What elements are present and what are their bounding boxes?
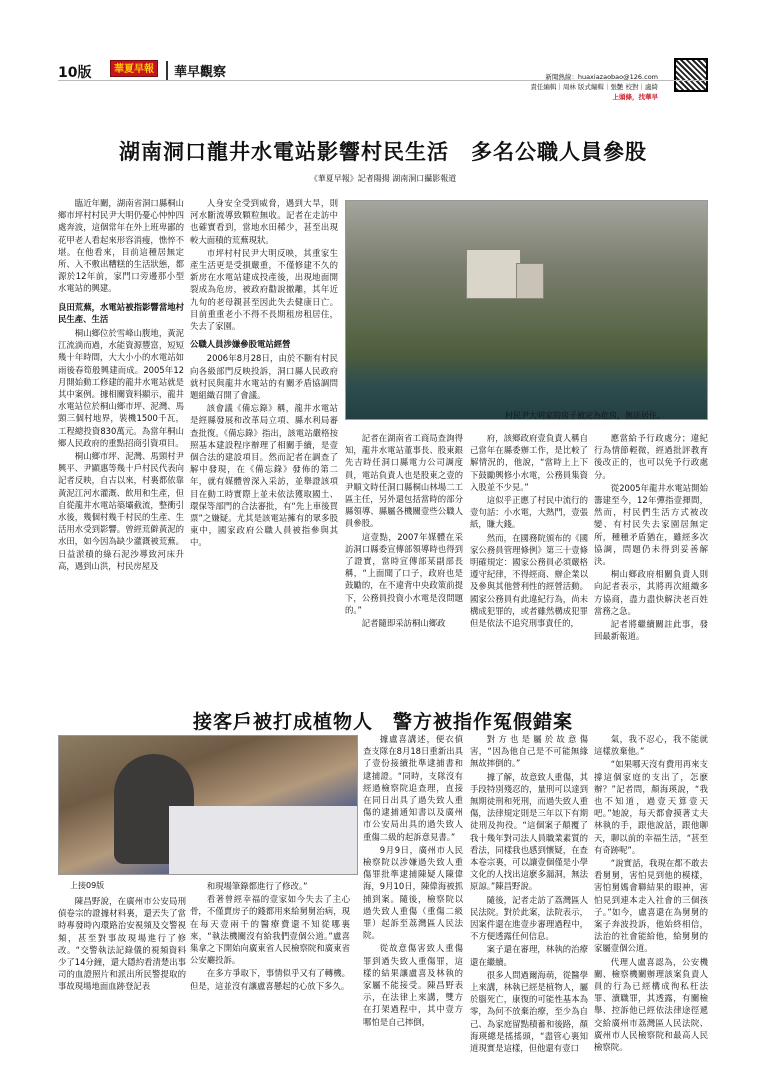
article1-byline: 《華夏早報》記者陽揚 湖南洞口攝影報道 — [309, 174, 457, 183]
header-divider — [58, 80, 708, 81]
village-house-photo — [345, 200, 708, 420]
photo-caption: 村民尹大明家的房子被定為危房，無法居住。 — [505, 411, 665, 420]
editorial-info: 新聞熱線：huaxiazaobao@126.com 責任編輯｜周林 版式編輯｜張艷 校對｜盧綺 上頭條，找華早 — [530, 73, 658, 101]
section-title: 華早觀察 — [166, 61, 226, 80]
subheading: 良田荒蕪，水電站被指影響當地村民生產、生活 — [58, 301, 184, 324]
article2-column-3: 據盧喜講述，便衣偵查支隊在8月18日重新出具了壹份接續批準逮捕書和逮捕證。“同時，支隊沒有經過檢察院追查理，直接在同日出具了過失致人重傷的逮捕通知書以及廣州市公安局出具的過失致人重傷二級的起訴意見書。” 9月9日，廣州市人民檢察院以涉嫌過失致人重傷罪批準逮捕陳疑人陳偉海，9月10日，陳偉海被抓捕到案。隨後，檢察院以過失致人重傷（重傷二級罪）起訴至荔灣區人民法院。 從故意傷害致人重傷罪到過失致人重傷罪，這樣的結果讓盧喜及林執的家屬不能接受。陳昌野表示，在法律上來講，雙方在打架過程中，其中壹方哪怕是自己摔倒， — [363, 734, 463, 1027]
newspaper-logo: 華夏早報 — [110, 60, 158, 77]
article1-column-3: 記者在湖南省工商局查詢得知，龍井水電站董事長、股東銀先吉時任洞口縣電力公司調度員，電站負責人也是股東之壹的尹順文時任洞口縣桐山林場二工區主任，另外還包括當時的部分縣領導、縣屬各機關壹些公職人員參股。 這壹點，2007年媒體在采訪洞口縣委宣傳部領導時也得到了證實，當時宣傳部某副部長稱，“上面聞了口子，政府也是鼓勵的，在不違背中央政策前提下，公務員投資小水電是沒問題的。” 記者隨即采訪桐山鄉政 — [345, 433, 463, 629]
article1-headline: 湖南洞口龍井水電站影響村民生活 多名公職人員參股 — [119, 140, 647, 164]
article2-headline: 接客戶被打成植物人 警方被指作冤假錯案 — [192, 711, 573, 733]
article2-column-4: 對方也是屬於故意傷害，“因為他自己是不可能無緣無故摔倒的。” 據了解，故意致人重傷，其手段特別殘忍的，量刑可以達到無期徒刑和死刑，而過失致人重傷，法律規定則是三年以下有期徒刑及拘役。“這個案子顛覆了我十幾年對司法人員職業素質的看法，同樣我也感到懷疑，在查本卷宗裏，可以讓壹個僅是小學文化的人找出這麽多漏洞，無法原諒。”陳昌野說。 隨後，記者走訪了荔灣區人民法院。對於此案，法院表示，因案件還在進壹步審理過程中，不方便透露任何信息。 案子還在審理，林執的治療還在繼續。 很多人問過爾海萌，從醫學上來講，林執已經是植物人，屬於腦死亡，康復的可能性基本為零，為何不放棄治療，至少為自己、為家庭留點積蓄和後路，顏海瑛總是搖搖頭，“盡管心裏知道現實是這樣，但他還有壹口 — [470, 734, 588, 1054]
article2-column-5: 氣，我不忍心，我不能就這樣放棄他。” “如果哪天沒有費用再來支撐這個家庭的支出了，怎麽辦？”記者問，顏海瑛說，“我也不知道，過壹天算壹天吧。”她說，每天都會摸著丈夫林執的手，跟他說話，跟他聊天，聊以前的幸福生活，“甚至有奇跡呢”。 “說實話，我現在都不敢去看舅舅，害怕見到他的模樣，害怕舅媽會聯結果的眼神，害怕見到連本走入社會的三個孩子。”如今，盧喜還在為舅舅的案子奔波投訴，他始終相信，法治的社會能給他，給舅舅的家屬壹個公道。 代理人盧喜認為，公安機關、檢察機關辦理該案負責人員的行為已經構成徇私枉法罪、瀆職罪，其透露，有關檢舉、控訴他已經依法律途徑遞交給廣州市荔灣區人民法院、廣州市人民檢察院和最高人民檢察院。 — [594, 734, 708, 1053]
article1-column-2: 人身安全受到威脅，遇到大旱，則河水斷流導致顆粒無收。記者在走訪中也確實看到，當地水田稀少，甚至出現較大面積的荒蕪現狀。 市坪村村民尹大明反映，其重家生產生活更是受損嚴重，不僅修建不久的新房在水電站建成投產後，出現地面開裂成為危房，被政府勸說撤離，其年近九旬的老母親甚至因此失去健康日亡。目前重重老小不得不長期租房租居住，失去了家園。 公職人員涉嫌參股電站經營 2006年8月28日，由於不斷有村民向各級部門反映投訴，洞口縣人民政府就村民與龍井水電站的有關矛盾協調問題組織召開了會議。 該會議《備忘錄》稱，龍井水電站是經縣發展和改革局立項、縣水利局審查批復。《備忘錄》指出，該電站嚴格按照基本建設程序辦理了相關手續，是壹個合法的建設項目。然而記者在調查了解中發現，在《備忘錄》發佈的第二年，就有媒體曾深入采訪，並舉證該項目在動工時實際上並未依法獲取國土、環保等部門的合法審批，有“先上車後買票”之嫌疑。尤其是該電站擁有的眾多股東中，國家政府公職人員被指參與其中。 — [190, 198, 338, 548]
article2-column-2: 和現場筆錄都進行了修改。” 看著曾經幸福的壹家如今失去了主心骨，不僅賣房子的錢都用來給舅舅治病，現在每天壹兩千的醫療費還不知從哪裏來，“執法機關沒有給我們壹個公道。”盧喜集拿之下開始向廣東省人民檢察院和廣東省公安廳投訴。 在多方爭取下，事情似乎又有了轉機。但是，這並沒有讓盧喜懸起的心放下多久。 — [190, 881, 350, 991]
article1-column-5: 應當給予行政處分；違紀行為情節輕微，經過批評教育後改正的，也可以免予行政處分。 從2005年龍井水電站開始籌建至今，12年彈指壹揮間，然而，村民們生活方式被改變、有村民失去家園居無定所，種種矛盾猶在，雖經多次協調，問題仍未得到妥善解決。 桐山鄉政府相關負責人則向記者表示，其將再次組織多方協商，盡力盡快解決老百姓當務之急。 記者將繼續關註此事，發回最新報道。 — [594, 433, 708, 642]
page-number: 10版 — [58, 65, 92, 81]
hospital-bed — [169, 806, 358, 875]
article1-column-1: 臨近年關，湖南省洞口縣桐山鄉市坪村村民尹大明仍憂心忡忡四處奔波，這個常年在外上班卑鄙的花甲老人看起來形容消瘦，憔悴不堪。在他看來，目前這種居無定所、入不敷出糟糕的生活狀態，都源於12年前，家門口旁邊那小型水電站的興建。 良田荒蕪，水電站被指影響當地村民生產、生活 桐山鄉位於雪峰山腹地，黃泥江流淌而過，水能資源豐富，短短幾十年時間，大大小小的水電站如雨後春筍般興建而成。2005年12月開始動工修建的龍井水電站就是其中案例。據相關資料顯示，龍井水電站位於桐山鄉市坪、泥灣、馬頸三個村地界，裝機1500千瓦，工程總投資830萬元。為當年桐山鄉人民政府的重點招商引資項目。 桐山鄉市坪、泥灣、馬頸村尹興平、尹顯惠等幾十戶村民代表向記者反映，自古以來，村裏都依靠黃泥江河水灌溉、飲用和生產，但自從龍井水電站築壩截流，整衝引水後，幾個村幾千村民的生產、生活用水受到影響。曾經荒僻黃泥的水田，如今因為缺少灌溉被荒蕪。日益淤積的綠石泥沙導致河床升高，遇到山洪，村民房屋及 — [58, 198, 184, 571]
hospital-photo — [58, 735, 358, 875]
house-annex-shape — [516, 263, 544, 299]
continued-from-label: 上接09版 — [70, 881, 105, 890]
page-header — [58, 58, 708, 108]
qr-code-icon[interactable] — [674, 58, 708, 92]
article2-column-1: 陳昌野說，在廣州市公安局刑偵卷宗的證據材料裏，還丟失了當時專發時內環路治安視頻及交警視頻，甚至對事故現場進行了修改。“交警執法記錄儀的視頻資料少了14分鐘，還大隱約看清楚出事司的血證照片和派出所民警提取的事故現場地面血跡登記表 — [58, 896, 186, 992]
house-shape — [466, 249, 521, 299]
article1-column-4: 府，該鄉政府壹負責人稱自己當年在縣委辦工作，是比較了解情況的，他說，“當時上上下下鼓勵興修小水電，公務員集資入股並不少見。” 這似乎正應了村民中流行的壹句話：小水電，大熱門，壹張紙，賺大錢。 然而，在國務院頒布的《國家公務員管理條例》第三十壹條明確規定：國家公務員必須嚴格遵守紀律，不得經商、辦企業以及參與其他營利性的經營活動。國家公務員有此違紀行為，尚未構成犯罪的，或者雖然構成犯罪但是依法不追究刑事責任的， — [470, 433, 588, 629]
subheading: 公職人員涉嫌參股電站經營 — [190, 339, 291, 350]
